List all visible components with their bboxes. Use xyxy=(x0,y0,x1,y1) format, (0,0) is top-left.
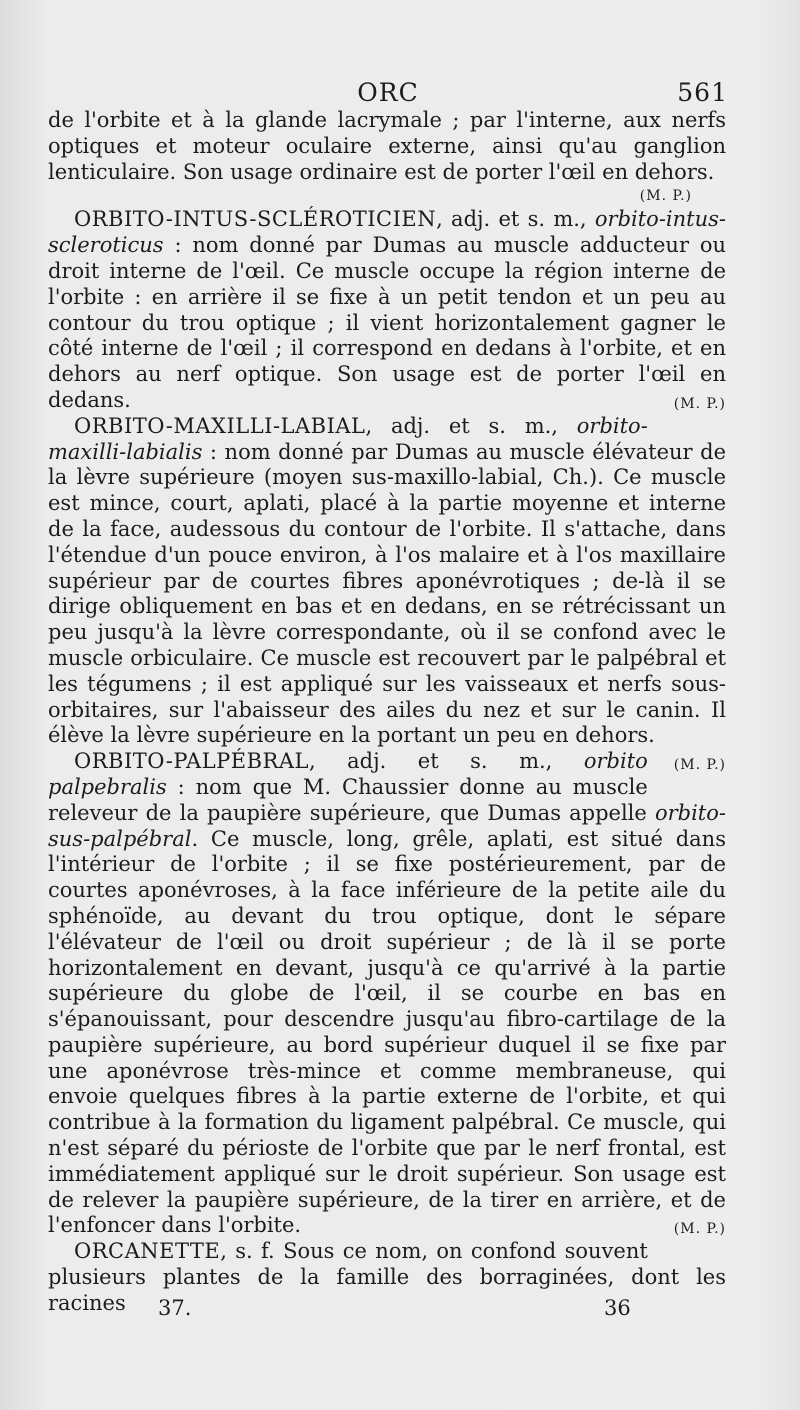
latin-term: orbito-intus-scleroticus xyxy=(48,207,726,258)
grammar: , s. f. xyxy=(220,1239,284,1264)
entry-signature: (M. P.) xyxy=(673,395,726,412)
entry-orbito-intus-scleroticien xyxy=(48,207,726,413)
entry-signature: (M. P.) xyxy=(673,1221,726,1238)
grammar: , adj. et s. m., xyxy=(365,413,577,438)
signature-mark-left: 37. xyxy=(158,1296,192,1320)
latin-term-alt: orbito-sus-palpébral xyxy=(48,800,726,851)
entry-body: : nom donné par Dumas au muscle adducteur ou droit interne de l'œil. Ce muscle occupe la région interne de l'orbite : en arrière il se fixe à un petit tendon et un peu au contour du trou optique ; il vient horizontalement gagner le côté interne de l'œil ; il correspond en dedans à l'orbite, et en dehors au nerf optique. Son usage est de porter l'œil en dedans. xyxy=(48,233,726,412)
page-footer xyxy=(48,1296,728,1326)
headword: ORBITO-MAXILLI-LABIAL xyxy=(74,413,366,438)
latin-term: orbito palpebralis xyxy=(48,749,648,799)
entry-body: : nom donné par Dumas au muscle élévateur de la lèvre supérieure (moyen sus-maxillo-labial, Ch.). Ce muscle est mince, court, aplati, placé à la partie moyenne et interne de la face, audessous du contour de l'orbite. Il s'attache, dans l'étendue d'un pouce environ, à l'os malaire et à l'os maxillaire supérieur par de courtes fibres aponévrotiques ; de-là il se dirige obliquement en bas et en dedans, en se rétrécissant un peu jusqu'à la lèvre correspondante, où il se confond avec le muscle orbiculaire. Ce muscle est recouvert par le palpébral et les tégumens ; il est appliqué sur les vaisseaux et nerfs sous-orbitaires, sur l'abaisseur des ailes du nez et sur le canin. Il élève la lèvre supérieure en la portant un peu en dehors. xyxy=(48,439,726,748)
lead-signature: (M. P.) xyxy=(639,188,692,205)
entry-body-cont: . Ce muscle, long, grêle, aplati, est situé dans l'intérieur de l'orbite ; il se fixe postérieurement, par de courtes aponévroses, à la face inférieure de la petite aile du sphénoïde, au devant du trou optique, dont le sépare l'élévateur de l'œil ou droit supérieur ; de là il se porte horizontalement en devant, jusqu'à ce qu'arrivé à la partie supérieure du globe de l'œil, il se courbe en bas en s'épanouissant, pour descendre jusqu'au fibro-cartilage de la paupière supérieure, au bord supérieur duquel il se fixe par une aponévrose très-mince et comme membraneuse, qui envoie quelques fibres à la partie externe de l'orbite, et qui contribue à la formation du ligament palpébral. Ce muscle, qui n'est séparé du périoste de l'orbite que par le nerf frontal, est immédiatement appliqué sur le droit supérieur. Son usage est de relever la paupière supérieure, de la tirer en arrière, et de l'enfoncer dans l'orbite. xyxy=(48,826,726,1238)
grammar: , adj. et s. m., xyxy=(308,749,584,774)
lead-paragraph xyxy=(48,108,726,185)
entry-orbito-palpebral xyxy=(48,749,726,1239)
headword: ORBITO-PALPÉBRAL xyxy=(74,749,309,774)
grammar: , adj. et s. m., xyxy=(436,207,595,232)
headword: ORCANETTE xyxy=(74,1239,221,1264)
entry-signature: (M. P.) xyxy=(673,757,726,774)
entry-body: Sous ce nom, on confond souvent plusieurs plantes de la famille des borraginées, dont les racines xyxy=(48,1239,726,1315)
lead-text: de l'orbite et à la glande lacrymale ; par l'interne, aux nerfs optiques et moteur oculaire externe, ainsi qu'au ganglion lenticulaire. Son usage ordinaire est de porter l'œil en dehors. xyxy=(48,108,726,184)
entry-body: : nom que M. Chaussier donne au muscle releveur de la paupière supérieure, que Dumas appelle xyxy=(48,774,655,825)
headword: ORBITO-INTUS-SCLÉROTICIEN xyxy=(74,207,437,232)
body-text xyxy=(48,108,726,1317)
latin-term: orbito-maxilli-labialis xyxy=(48,413,648,464)
page-number: 561 xyxy=(677,78,728,107)
running-title: ORC xyxy=(357,78,419,107)
signature-mark-right: 36 xyxy=(604,1296,631,1320)
